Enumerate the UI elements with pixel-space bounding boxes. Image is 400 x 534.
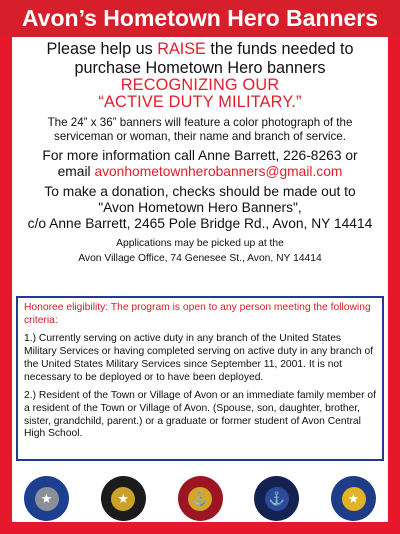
contact-line-2 (14, 164, 386, 180)
email-prefix: email (57, 164, 95, 179)
intro-text: Please help us (46, 40, 158, 58)
military-seals-row (24, 476, 376, 524)
eligibility-box (16, 296, 384, 461)
intro-line-2: purchase Hometown Hero banners (74, 59, 326, 77)
marine-corps-seal-icon: ⚓ (178, 476, 223, 521)
intro-text: the funds needed to (205, 40, 354, 58)
pickup-line-2: Avon Village Office, 74 Genesee St., Avon, NY 14414 (78, 253, 322, 264)
donation-line-2: "Avon Hometown Hero Banners", (98, 200, 302, 215)
email-link[interactable]: avonhometownherobanners@gmail.com (94, 164, 343, 179)
navy-seal-icon: ⚓ (254, 476, 299, 521)
raise-highlight: RAISE (157, 40, 206, 58)
donation-line-1: To make a donation, checks should be made out to (44, 184, 356, 199)
national-guard-seal-icon: ★ (331, 476, 376, 521)
active-duty-heading: “ACTIVE DUTY MILITARY.” (98, 93, 302, 111)
eligibility-item-1: 1.) Currently serving on active duty in any branch of the United States Military Services or having completed serving on active duty in any branch of the United States Military Services since September 11, 2001. It is not necessary to be deployed or to have been deployed. (24, 333, 374, 383)
page-title: Avon’s Hometown Hero Banners (0, 0, 400, 37)
banner-info-line-1: The 24” x 36” banners will feature a color photograph of the (47, 116, 353, 129)
contact-line-1: For more information call Anne Barrett, 226-8263 or (42, 148, 358, 163)
pickup-line-1: Applications may be picked up at the (116, 238, 284, 249)
eligibility-item-2: 2.) Resident of the Town or Village of Avon or an immediate family member of a resident of the Town or Village of Avon. (Spouse, son, daughter, brother, sister, grandchild, parent.) or a graduate or former student of Avon Central High School. (24, 390, 376, 440)
flyer-body (14, 39, 386, 266)
air-force-seal-icon: ★ (24, 476, 69, 521)
donation-line-3: c/o Anne Barrett, 2465 Pole Bridge Rd., Avon, NY 14414 (27, 216, 373, 231)
intro-line-1 (14, 41, 386, 58)
banner-info-line-2: serviceman or woman, their name and branch of service. (54, 130, 346, 143)
eligibility-heading: Honoree eligibility: The program is open to any person meeting the following criteria: (24, 302, 371, 326)
recognizing-heading: RECOGNIZING OUR (120, 76, 280, 94)
army-seal-icon: ★ (101, 476, 146, 521)
